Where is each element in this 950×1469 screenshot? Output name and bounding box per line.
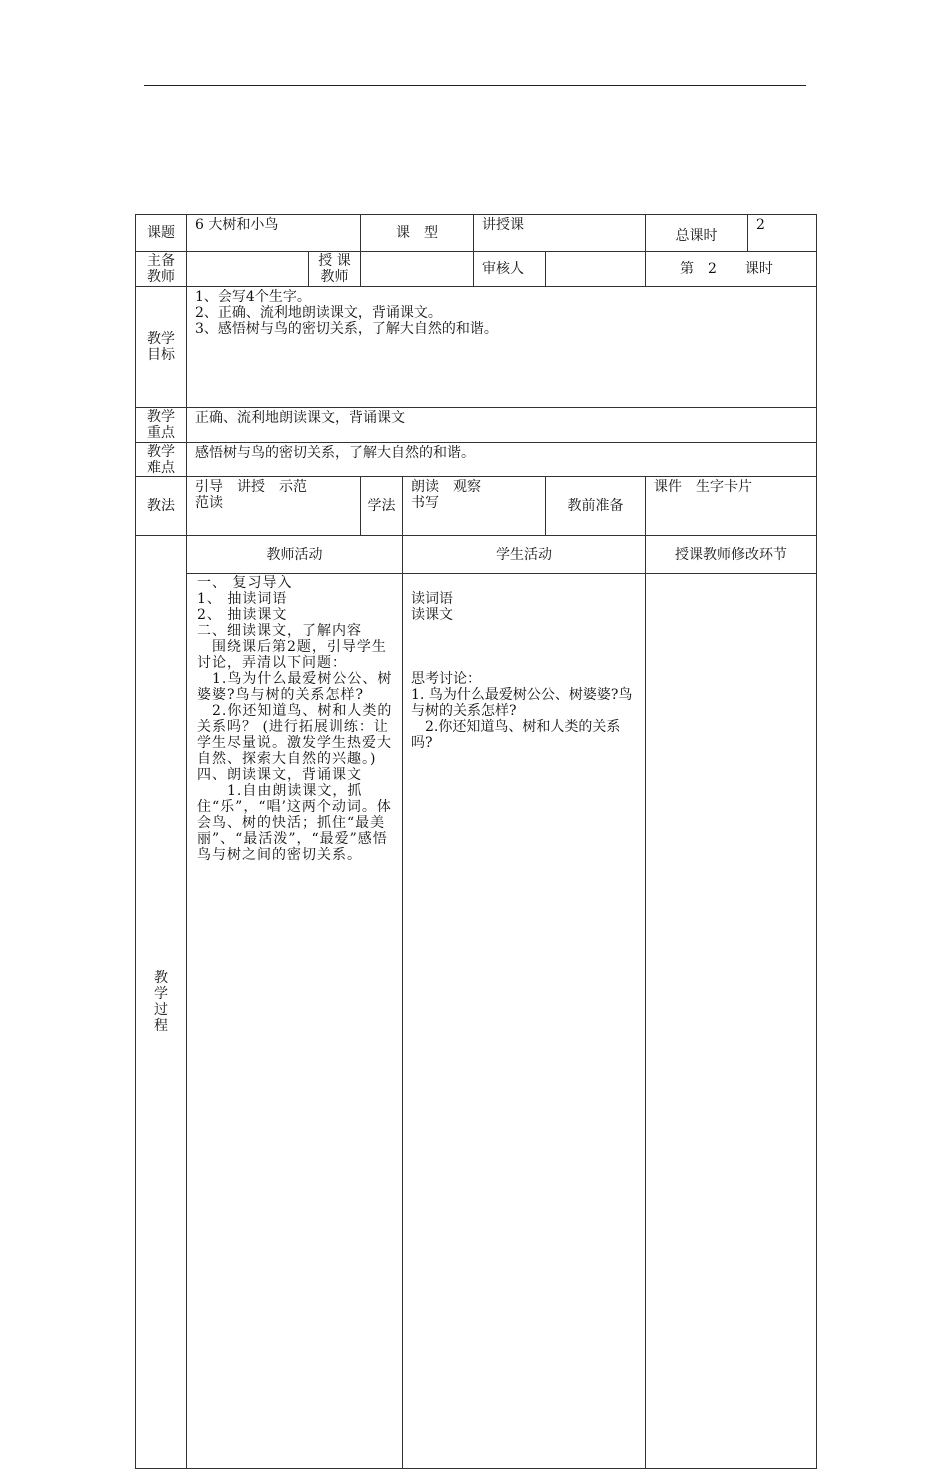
teach-method-label: 教法 (136, 477, 187, 536)
total-hours-cell (748, 215, 817, 252)
revision-cell (646, 574, 817, 1469)
difficulty-row (136, 443, 817, 477)
total-hours-label: 总课时 (646, 215, 748, 252)
teach-method-cell (187, 477, 361, 536)
goal-item: 1、会写4个生字。 (195, 289, 311, 305)
focus-value: 正确、流利地朗读课文，背诵课文 (195, 410, 405, 426)
focus-content (187, 408, 817, 443)
goals-label-line2: 目标 (147, 347, 175, 363)
reviewer-label-cell (474, 252, 546, 287)
lesson-number-cell (646, 252, 817, 287)
difficulty-value: 感悟树与鸟的密切关系，了解大自然的和谐。 (195, 445, 475, 461)
revision-header: 授课教师修改环节 (646, 536, 817, 574)
process-label-char: 学 (154, 986, 168, 1002)
type-value: 讲授课 (482, 217, 525, 233)
teach-method-value: 引导 讲授 示范 范读 (195, 479, 307, 511)
reviewer-label: 审核人 (482, 261, 525, 277)
lead-teacher-label-line1: 主备 (147, 253, 175, 269)
student-activity-cell (403, 574, 646, 1469)
header-rule (144, 85, 806, 86)
revision-text (646, 574, 816, 578)
teacher-activity-text: 一、 复习导入 1、 抽读词语 2、 抽读课文 二、细读课文，了解内容 围绕课后第2题，引导学生讨论，弄清以下问题： 1.鸟为什么最爱树公公、树婆婆?鸟与树的关系怎样? 2.你还知道鸟、树和人类的关系吗？ (进行拓展训练：让学生尽量说。激发学生热爱大自然、探索大自然的兴趣。) 四、朗读课文，背诵课文 1.自由朗读课文，抓住“乐”，“唱’这两个动词。体会鸟、树的快活；抓住“最美丽”、“最活泼”，“最爱”感悟鸟与树之间的密切关系。 (197, 575, 393, 863)
lead-teacher-label (136, 252, 187, 287)
goals-row (136, 287, 817, 408)
student-activity-header: 学生活动 (403, 536, 646, 574)
process-header-row (136, 536, 817, 574)
type-label: 课 型 (361, 215, 474, 252)
topic-label: 课题 (136, 215, 187, 252)
teacher-activity-header: 教师活动 (187, 536, 403, 574)
lesson-number: 第 2 课时 (680, 261, 773, 277)
teach-teacher-value (361, 252, 474, 287)
process-label-char: 程 (154, 1018, 168, 1034)
student-activity-text: 读词语 读课文 思考讨论： 1. 鸟为什么最爱树公公、树婆婆?鸟与树的关系怎样? 2.你还知道鸟、树和人类的关系吗? (411, 591, 633, 751)
process-label-char: 教 (154, 970, 168, 986)
focus-label-line2: 重点 (147, 425, 175, 441)
topic-value: 6 大树和小鸟 (195, 217, 279, 233)
goals-content (187, 287, 817, 408)
reviewer-value (546, 252, 646, 287)
goals-label-line1: 教学 (147, 331, 175, 347)
teach-teacher-label (309, 252, 361, 287)
topic-row (136, 215, 817, 252)
total-hours-value: 2 (756, 217, 765, 233)
focus-label-line1: 教学 (147, 409, 175, 425)
focus-label (136, 408, 187, 443)
focus-row (136, 408, 817, 443)
prep-value: 课件 生字卡片 (654, 479, 753, 495)
process-label-char: 过 (154, 1002, 168, 1018)
learn-method-cell (403, 477, 546, 536)
goal-item: 3、感悟树与鸟的密切关系，了解大自然的和谐。 (195, 321, 498, 337)
process-body-row (136, 574, 817, 1469)
teacher-activity-cell (187, 574, 403, 1469)
difficulty-label (136, 443, 187, 477)
methods-row (136, 477, 817, 536)
learn-method-label: 学法 (361, 477, 403, 536)
prep-cell (646, 477, 817, 536)
lead-teacher-value (187, 252, 309, 287)
topic-value-cell (187, 215, 361, 252)
teacher-row (136, 252, 817, 287)
goals-label (136, 287, 187, 408)
prep-label: 教前准备 (546, 477, 646, 536)
learn-method-value: 朗读 观察 书写 (411, 479, 482, 511)
teach-teacher-label-line1: 授 课 (318, 253, 351, 269)
difficulty-label-line1: 教学 (147, 443, 175, 460)
process-label (136, 536, 187, 1469)
teach-teacher-label-line2: 教师 (320, 269, 349, 285)
goal-item: 2、正确、流利地朗读课文，背诵课文。 (195, 305, 442, 321)
lead-teacher-label-line2: 教师 (147, 269, 175, 285)
lesson-plan-table (135, 214, 817, 1469)
difficulty-label-line2: 难点 (147, 459, 175, 476)
difficulty-content (187, 443, 817, 477)
type-value-cell (474, 215, 646, 252)
